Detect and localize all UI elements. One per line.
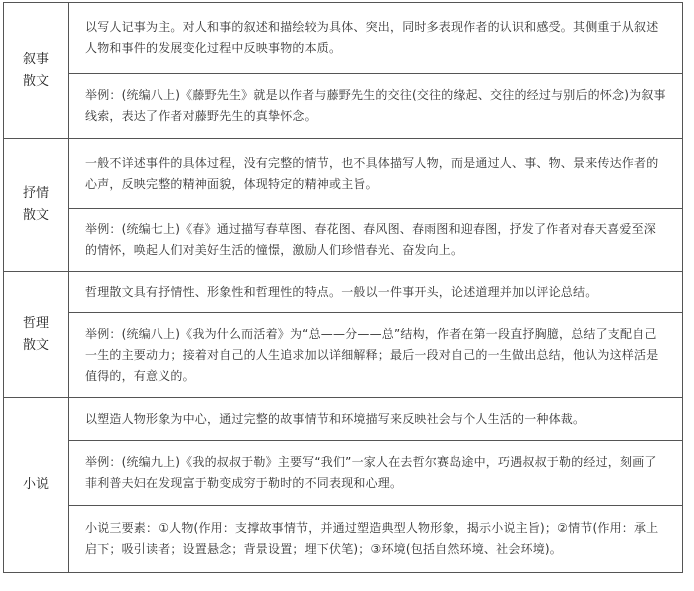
- table-row: [4, 272, 683, 313]
- description-cell: 一般不详述事件的具体过程，没有完整的情节，也不具体描写人物，而是通过人、事、物、景来传达作者的心声，反映完整的精神面貌，体现特定的精神或主旨。: [69, 139, 683, 209]
- table-row: [4, 505, 683, 572]
- table-row: [4, 74, 683, 139]
- genre-table: [3, 2, 683, 573]
- elements-cell: 小说三要素：①人物(作用：支撑故事情节，并通过塑造典型人物形象，揭示小说主旨)；②情节(作用：承上启下；吸引读者；设置悬念；背景设置；埋下伏笔)；③环境(包括自然环境、社会环境)。: [69, 505, 683, 572]
- category-label: 小说: [22, 477, 49, 493]
- table-row: [4, 398, 683, 441]
- category-label: 哲理散文: [22, 315, 49, 353]
- category-cell: [4, 3, 69, 139]
- example-cell: 举例：(统编八上)《我为什么而活着》为“总——分——总”结构，作者在第一段直抒胸臆，总结了支配自己一生的主要动力；接着对自己的人生追求加以详细解释；最后一段对自己的一生做出总结，他认为这样活是值得的，有意义的。: [69, 312, 683, 397]
- table-row: [4, 440, 683, 505]
- category-cell: [4, 398, 69, 573]
- example-cell: 举例：(统编八上)《藤野先生》就是以作者与藤野先生的交往(交往的缘起、交往的经过与别后的怀念)为叙事线索，表达了作者对藤野先生的真挚怀念。: [69, 74, 683, 139]
- description-cell: 以写人记事为主。对人和事的叙述和描绘较为具体、突出，同时多表现作者的认识和感受。其侧重于从叙述人物和事件的发展变化过程中反映事物的本质。: [69, 3, 683, 74]
- description-cell: 哲理散文具有抒情性、形象性和哲理性的特点。一般以一件事开头，论述道理并加以评论总结。: [69, 272, 683, 313]
- category-label: 叙事散文: [22, 51, 49, 89]
- description-cell: 以塑造人物形象为中心，通过完整的故事情节和环境描写来反映社会与个人生活的一种体裁。: [69, 398, 683, 441]
- example-cell: 举例：(统编七上)《春》通过描写春草图、春花图、春风图、春雨图和迎春图，抒发了作者对春天喜爱至深的情怀，唤起人们对美好生活的憧憬，激励人们珍惜春光、奋发向上。: [69, 209, 683, 272]
- table-row: [4, 209, 683, 272]
- table-row: [4, 139, 683, 209]
- example-cell: 举例：(统编九上)《我的叔叔于勒》主要写“我们”一家人在去哲尔赛岛途中，巧遇叔叔于勒的经过，刻画了菲利普夫妇在发现富于勒变成穷于勒时的不同表现和心理。: [69, 440, 683, 505]
- category-cell: [4, 139, 69, 272]
- category-label: 抒情散文: [22, 186, 49, 224]
- category-cell: [4, 272, 69, 398]
- table-row: [4, 312, 683, 397]
- table-row: [4, 3, 683, 74]
